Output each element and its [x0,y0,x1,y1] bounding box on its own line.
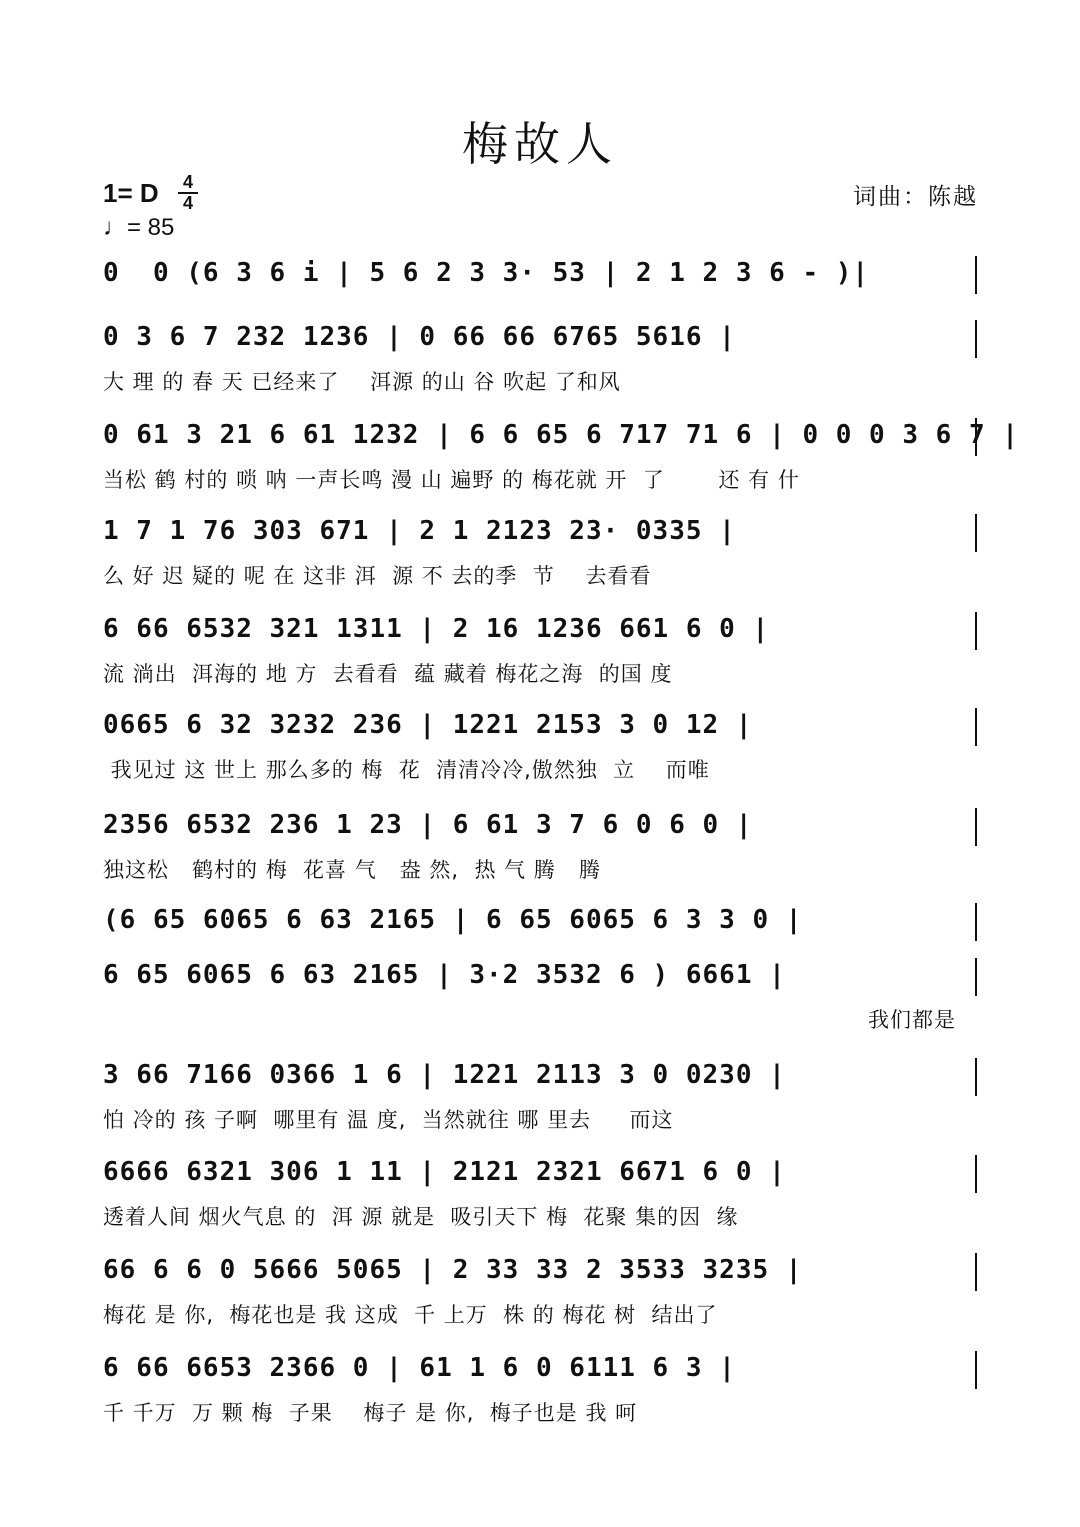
notation-row-2: 0 3 6 7 232 1236 | 0 66 66 6765 5616 | [103,322,736,352]
notation-row-12: 66 6 6 0 5666 5065 | 2 33 33 2 3533 3235 | [103,1255,803,1285]
notation-row-3: 0 61 3 21 6 61 1232 | 6 6 65 6 717 71 6 | 0 0 0 3 6 7 | [103,420,1019,450]
notation-row-4: 1 7 1 76 303 671 | 2 1 2123 23· 0335 | [103,516,736,546]
barline [975,808,977,846]
lyric-row-6: 我见过 这 世上 那么多的 梅 花 清清冷冷,傲然独 立 而唯 [103,758,710,782]
barline [975,514,977,552]
barline [975,256,977,294]
notation-row-5: 6 66 6532 321 1311 | 2 16 1236 661 6 0 | [103,614,770,644]
key-signature: 1= D [103,178,159,208]
barline [975,708,977,746]
lyric-row-2: 大 理 的 春 天 已经来了 洱源 的山 谷 吹起 了和风 [103,370,621,394]
time-signature [178,174,198,212]
barline [975,612,977,650]
barline [975,1351,977,1389]
lyric-row-12: 梅花 是 你, 梅花也是 我 这成 千 上万 株 的 梅花 树 结出了 [103,1303,718,1327]
time-signature-top: 4 [182,172,193,192]
notation-row-10: 3 66 7166 0366 1 6 | 1221 2113 3 0 0230 | [103,1060,786,1090]
notation-row-8: (6 65 6065 6 63 2165 | 6 65 6065 6 3 3 0 | [103,905,803,935]
lyric-row-10: 怕 冷的 孩 子啊 哪里有 温 度, 当然就往 哪 里去 而这 [103,1108,674,1132]
notation-row-1: 0 0 (6 3 6 i | 5 6 2 3 3· 53 | 2 1 2 3 6 - )| [103,258,870,288]
lyric-row-11: 透着人间 烟火气息 的 洱 源 就是 吸引天下 梅 花聚 集的因 缘 [103,1205,739,1229]
lyric-row-3: 当松 鹤 村的 唢 呐 一声长鸣 漫 山 遍野 的 梅花就 开 了 还 有 什 [103,468,800,492]
barline [975,1253,977,1291]
lyric-row-9: 我们都是 [868,1008,956,1032]
notation-row-13: 6 66 6653 2366 0 | 61 1 6 0 6111 6 3 | [103,1353,736,1383]
song-title: 梅故人 [462,117,618,171]
lyric-row-4: 么 好 迟 疑的 呢 在 这非 洱 源 不 去的季 节 去看看 [103,564,652,588]
barline [975,958,977,996]
barline [975,418,977,456]
barline [975,903,977,941]
notation-row-9: 6 65 6065 6 63 2165 | 3·2 3532 6 ) 6661 | [103,960,786,990]
barline [975,320,977,358]
barline [975,1155,977,1193]
notation-row-6: 0665 6 32 3232 236 | 1221 2153 3 0 12 | [103,710,753,740]
lyric-row-5: 流 淌出 洱海的 地 方 去看看 蕴 藏着 梅花之海 的国 度 [103,662,673,686]
notation-row-7: 2356 6532 236 1 23 | 6 61 3 7 6 0 6 0 | [103,810,753,840]
notation-row-11: 6666 6321 306 1 11 | 2121 2321 6671 6 0 | [103,1157,786,1187]
lyric-row-13: 千 千万 万 颗 梅 子果 梅子 是 你, 梅子也是 我 呵 [103,1401,638,1425]
time-signature-bottom: 4 [182,193,193,213]
barline [975,1058,977,1096]
lyric-row-7: 独这松 鹤村的 梅 花喜 气 盎 然, 热 气 腾 腾 [103,858,601,882]
composer-credit: 词曲：陈越 [853,184,978,210]
tempo-marking: ♩= 85 [103,214,175,241]
